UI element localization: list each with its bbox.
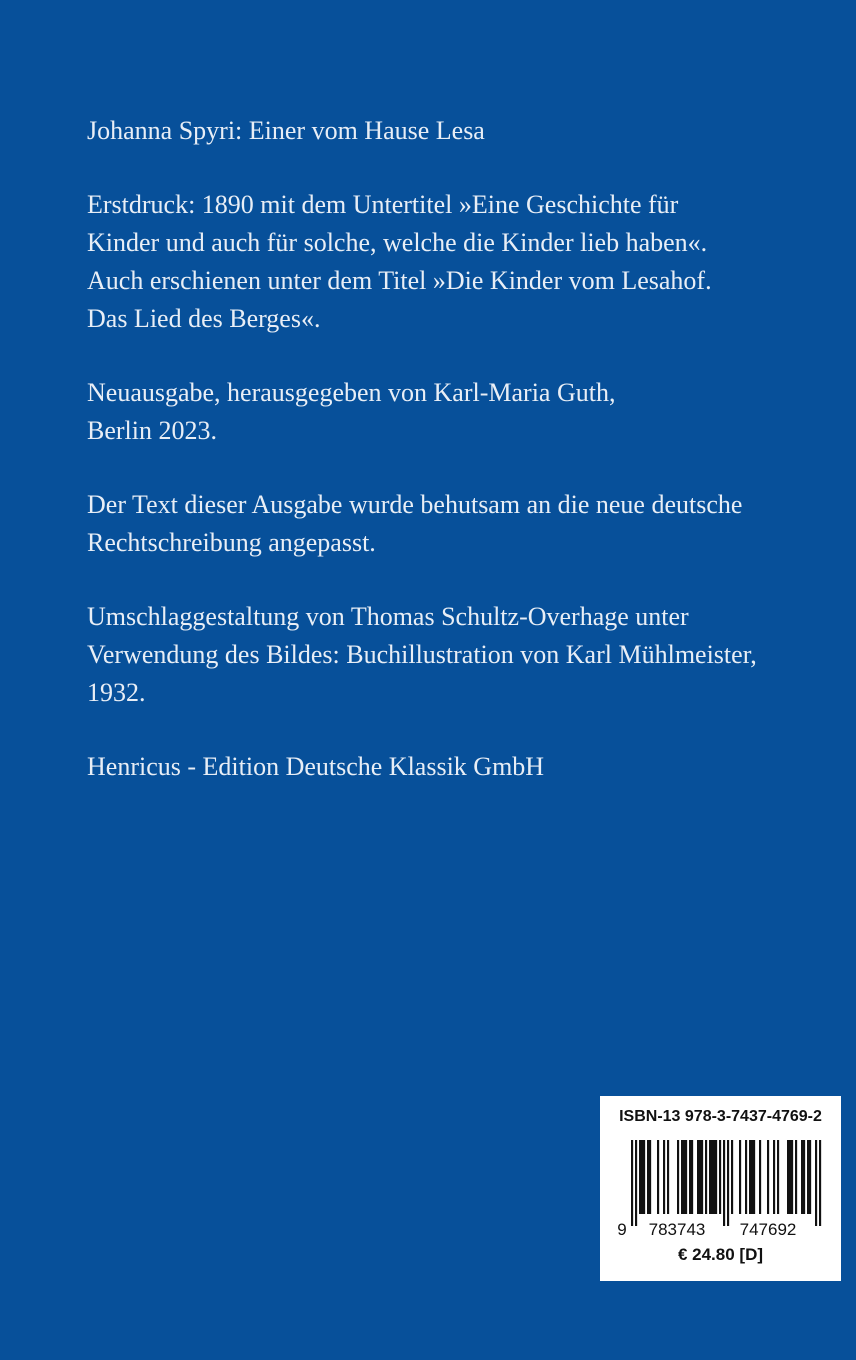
barcode-bar: [807, 1140, 809, 1214]
text-line: Johanna Spyri: Einer vom Hause Lesa: [87, 116, 485, 145]
new-edition-note: [87, 374, 827, 450]
barcode-guard-bar: [723, 1140, 725, 1226]
barcode-guard-bar: [631, 1140, 633, 1226]
barcode-bar: [647, 1140, 649, 1214]
title-line: [87, 112, 827, 150]
barcode-bar: [701, 1140, 703, 1214]
text-line: Berlin 2023.: [87, 416, 217, 445]
barcode-bar: [809, 1140, 811, 1214]
barcode-bar: [639, 1140, 641, 1214]
text-line: Kinder und auch für solche, welche die Kinder lieb haben«.: [87, 228, 708, 257]
barcode-bar: [791, 1140, 793, 1214]
barcode-bar: [777, 1140, 779, 1214]
barcode-digits-left: 783743: [648, 1220, 706, 1238]
barcode-bar: [685, 1140, 687, 1214]
barcode-bar: [739, 1140, 741, 1214]
barcode-bar: [773, 1140, 775, 1214]
text-line: 1932.: [87, 678, 146, 707]
barcode-bar: [697, 1140, 699, 1214]
barcode-bar: [663, 1140, 665, 1214]
barcode-bar: [795, 1140, 797, 1214]
barcode-icon: [600, 1134, 841, 1238]
barcode-bar: [677, 1140, 679, 1214]
barcode-bar: [753, 1140, 755, 1214]
barcode-bar: [767, 1140, 769, 1214]
barcode-bar: [643, 1140, 645, 1214]
barcode-bar: [705, 1140, 707, 1214]
barcode-bar: [787, 1140, 789, 1214]
barcode-bar: [657, 1140, 659, 1214]
barcode-bar: [711, 1140, 713, 1214]
barcode-bar: [691, 1140, 693, 1214]
barcode-bar: [713, 1140, 715, 1214]
price-label: € 24.80 [D]: [677, 1245, 764, 1264]
barcode-bar: [749, 1140, 751, 1214]
cover-design-note: [87, 598, 827, 712]
barcode-bar: [751, 1140, 753, 1214]
barcode-bar: [789, 1140, 791, 1214]
barcode-bar: [731, 1140, 733, 1214]
text-line: Der Text dieser Ausgabe wurde behutsam an die neue deutsche: [87, 490, 743, 519]
isbn-label: ISBN-13 978-3-7437-4769-2: [619, 1108, 822, 1125]
orthography-note: [87, 486, 827, 562]
barcode-guard-bar: [819, 1140, 821, 1226]
barcode-bar: [715, 1140, 717, 1214]
barcode-guard-bar: [727, 1140, 729, 1226]
barcode-bar: [683, 1140, 685, 1214]
barcode-bars: [631, 1140, 821, 1226]
publisher-line: [87, 748, 827, 786]
barcode-bar: [667, 1140, 669, 1214]
text-line: Auch erschienen unter dem Titel »Die Kinder vom Lesahof.: [87, 266, 712, 295]
barcode-bar: [709, 1140, 711, 1214]
barcode-guard-bar: [635, 1140, 637, 1226]
barcode-bar: [641, 1140, 643, 1214]
barcode-digit-first: 9: [617, 1220, 627, 1238]
barcode-bar: [689, 1140, 691, 1214]
barcode-bar: [745, 1140, 747, 1214]
isbn-barcode-box: [600, 1096, 841, 1281]
barcode-bar: [759, 1140, 761, 1214]
text-line: Rechtschreibung angepasst.: [87, 528, 376, 557]
text-line: Henricus - Edition Deutsche Klassik GmbH: [87, 752, 545, 781]
barcode-bar: [649, 1140, 651, 1214]
barcode-digits-right: 747692: [739, 1220, 797, 1238]
text-line: Neuausgabe, herausgegeben von Karl-Maria Guth,: [87, 378, 616, 407]
imprint-text: [87, 112, 827, 822]
barcode-bar: [801, 1140, 803, 1214]
text-line: Erstdruck: 1890 mit dem Untertitel »Eine Geschichte für: [87, 190, 679, 219]
text-line: Das Lied des Berges«.: [87, 304, 321, 333]
text-line: Verwendung des Bildes: Buchillustration von Karl Mühlmeister,: [87, 640, 757, 669]
barcode-bar: [803, 1140, 805, 1214]
barcode-bar: [699, 1140, 701, 1214]
first-edition-note: [87, 186, 827, 338]
barcode-bar: [719, 1140, 721, 1214]
text-line: Umschlaggestaltung von Thomas Schultz-Overhage unter: [87, 602, 689, 631]
barcode-bar: [681, 1140, 683, 1214]
barcode-guard-bar: [815, 1140, 817, 1226]
